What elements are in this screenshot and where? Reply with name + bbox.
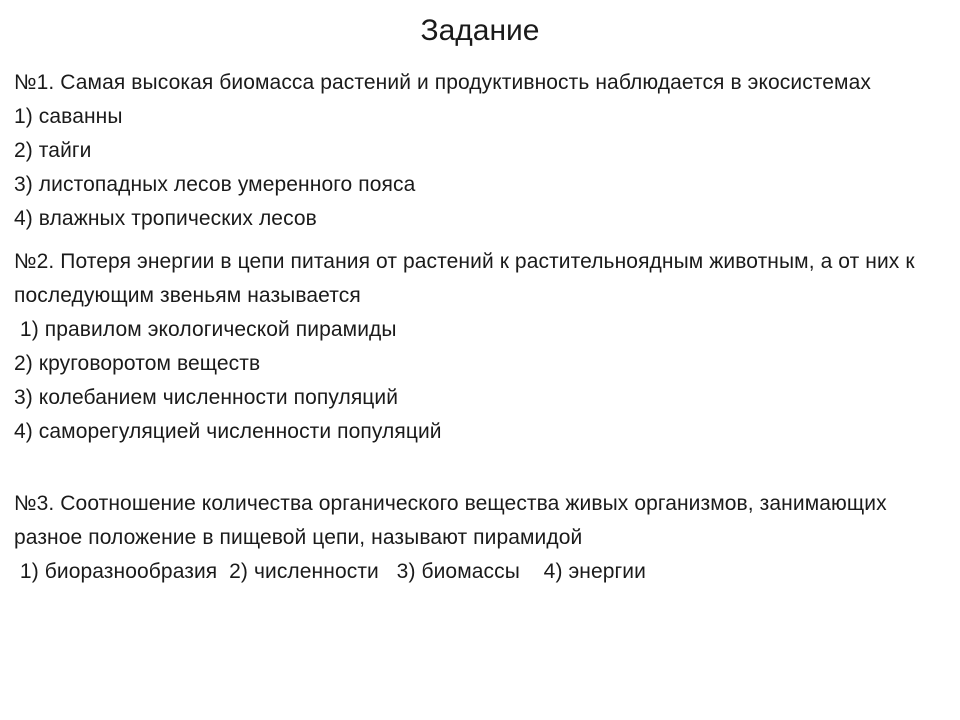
question-1-option-1: 1) саванны bbox=[14, 105, 123, 128]
question-2-option-1: 1) правилом экологической пирамиды bbox=[14, 318, 397, 341]
question-3-options: 1) биоразнообразия 2) численности 3) биомассы 4) энергии bbox=[14, 560, 646, 583]
question-2-option-3: 3) колебанием численности популяций bbox=[14, 386, 399, 409]
task-content bbox=[14, 66, 954, 589]
question-1-text: №1. Самая высокая биомасса растений и продуктивность наблюдается в экосистемах bbox=[14, 71, 871, 94]
question-2-option-4: 4) саморегуляцией численности популяций bbox=[14, 420, 442, 443]
question-1-option-2: 2) тайги bbox=[14, 139, 92, 162]
question-3-text: №3. Соотношение количества органического вещества живых организмов, занимающих разное положение в пищевой цепи, называют пирамидой bbox=[14, 492, 887, 549]
question-1-option-3: 3) листопадных лесов умеренного пояса bbox=[14, 173, 416, 196]
question-1-option-4: 4) влажных тропических лесов bbox=[14, 207, 317, 230]
question-2-text: №2. Потеря энергии в цепи питания от растений к растительноядным животным, а от них к последующим звеньям называется bbox=[14, 250, 915, 307]
question-3 bbox=[14, 487, 954, 589]
question-1 bbox=[14, 66, 954, 236]
page-title: Задание bbox=[420, 14, 540, 47]
question-2-option-2: 2) круговоротом веществ bbox=[14, 352, 261, 375]
question-2 bbox=[14, 245, 954, 449]
